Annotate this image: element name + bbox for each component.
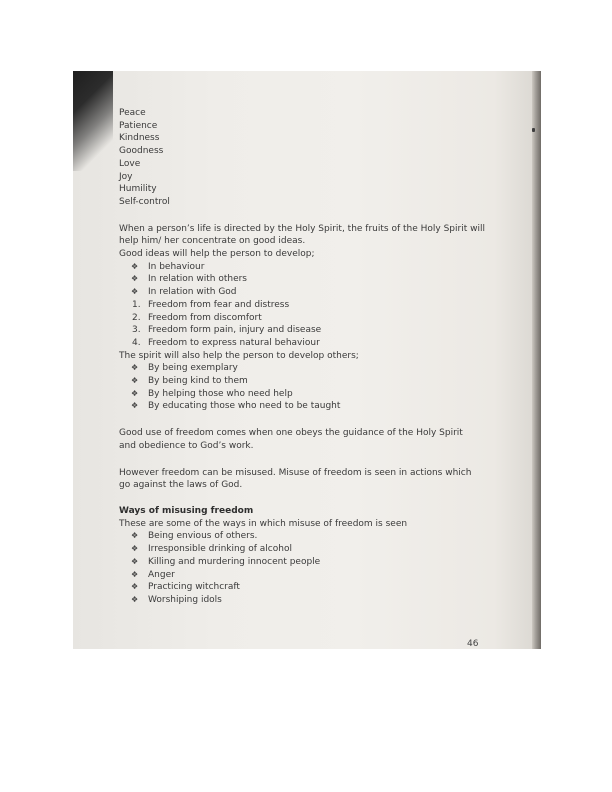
paragraph-line: and obedience to God’s work.: [119, 440, 254, 451]
bullet-icon: ❖: [131, 594, 139, 604]
paragraph-line: However freedom can be misused. Misuse of freedom is seen in actions which: [119, 467, 472, 478]
fruit-item: Humility: [119, 184, 157, 195]
page-number: 46: [467, 639, 479, 649]
numbered-item: 4. Freedom to express natural behaviour: [132, 337, 320, 348]
numbered-item: 3. Freedom form pain, injury and disease: [132, 325, 322, 336]
list-item: ❖ In relation with others: [131, 274, 247, 285]
page-edge: [532, 71, 541, 649]
list-item: ❖ Anger: [131, 569, 175, 580]
paragraph-line: help him/ her concentrate on good ideas.: [119, 236, 306, 247]
fruit-item: Love: [119, 158, 141, 169]
numbered-item: 2. Freedom from discomfort: [132, 312, 262, 323]
list-item: ❖ Irresponsible drinking of alcohol: [131, 544, 292, 555]
bullet-icon: ❖: [131, 569, 139, 579]
paragraph-line: When a person’s life is directed by the Holy Spirit, the fruits of the Holy Spirit will: [119, 223, 485, 234]
develop-intro: Good ideas will help the person to develop;: [119, 249, 315, 260]
bullet-icon: ❖: [131, 261, 139, 271]
bullet-icon: ❖: [131, 556, 139, 566]
binding-shadow: [73, 71, 113, 171]
list-item: ❖ Being envious of others.: [131, 531, 258, 542]
bullet-icon: ❖: [131, 544, 139, 554]
bullet-icon: ❖: [131, 274, 139, 284]
scan-mark: [532, 128, 535, 132]
page-content: [119, 107, 519, 607]
scanned-page: [73, 71, 541, 649]
bullet-icon: ❖: [131, 531, 139, 541]
list-item: ❖ In relation with God: [131, 287, 237, 298]
list-item: ❖ Practicing witchcraft: [131, 582, 240, 593]
numbered-item: 1. Freedom from fear and distress: [132, 299, 290, 310]
fruit-item: Kindness: [119, 133, 160, 144]
section-heading: Ways of misusing freedom: [119, 505, 254, 516]
spirit-intro: The spirit will also help the person to develop others;: [119, 350, 359, 361]
paragraph-line: Good use of freedom comes when one obeys the guidance of the Holy Spirit: [119, 428, 463, 439]
fruit-item: Joy: [119, 171, 133, 182]
bullet-icon: ❖: [131, 401, 139, 411]
fruit-item: Self-control: [119, 196, 170, 207]
list-item: ❖ By being kind to them: [131, 376, 248, 387]
list-item: ❖ Killing and murdering innocent people: [131, 556, 321, 567]
fruit-item: Peace: [119, 108, 146, 118]
fruit-item: Patience: [119, 120, 158, 131]
bullet-icon: ❖: [131, 363, 139, 373]
bullet-icon: ❖: [131, 287, 139, 297]
list-item: ❖ Worshiping idols: [131, 594, 222, 605]
paragraph-line: go against the laws of God.: [119, 480, 243, 491]
list-item: ❖ By helping those who need help: [131, 388, 293, 399]
list-item: ❖ By being exemplary: [131, 363, 238, 374]
fruit-item: Goodness: [119, 146, 164, 157]
bullet-icon: ❖: [131, 582, 139, 592]
list-item: ❖ In behaviour: [131, 261, 205, 272]
bullet-icon: ❖: [131, 376, 139, 386]
bullet-icon: ❖: [131, 388, 139, 398]
list-item: ❖ By educating those who need to be taught: [131, 401, 341, 412]
misuse-intro: These are some of the ways in which misuse of freedom is seen: [119, 518, 408, 529]
